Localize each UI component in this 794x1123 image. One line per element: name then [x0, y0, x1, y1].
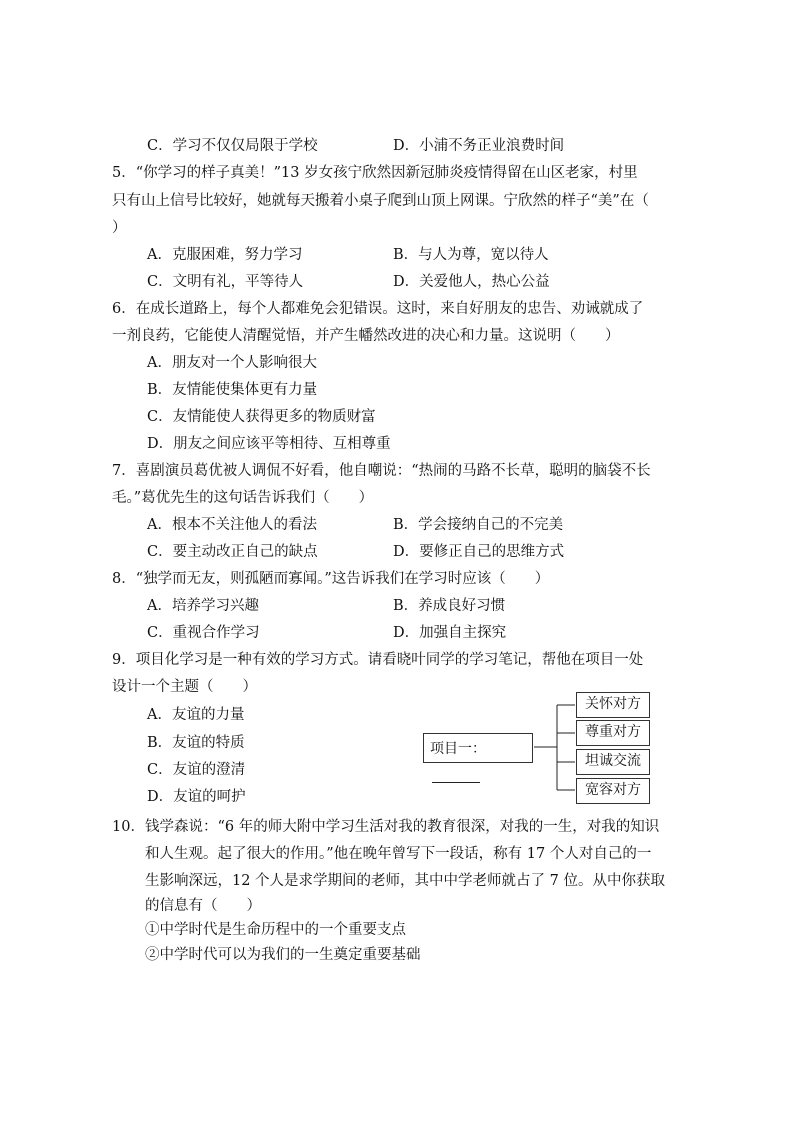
- q9-option-c: C．友谊的澄清: [147, 762, 246, 778]
- q7-option-a: A．根本不关注他人的看法: [147, 517, 317, 533]
- q4-option-d: D．小浦不务正业浪费时间: [393, 138, 565, 154]
- q5-stem-line2: 只有山上信号比较好，她就每天搬着小桌子爬到山顶上网课。宁欣然的样子“美”在（: [112, 193, 649, 209]
- q10-stem-line2: 和人生观。起了很大的作用。”他在晚年曾写下一段话，称有 17 个人对自己的一: [145, 846, 652, 862]
- q4-option-c: C．学习不仅仅局限于学校: [147, 138, 318, 154]
- q5-stem-line1: 5．“你学习的样子真美！”13 岁女孩宁欣然因新冠肺炎疫情得留在山区老家，村里: [112, 165, 638, 181]
- q7-option-d: D．要修正自己的思维方式: [393, 544, 565, 560]
- q8-option-a: A．培养学习兴趣: [147, 598, 259, 614]
- project-one-box: [423, 733, 533, 763]
- q8-stem-line1: 8．“独学而无友，则孤陋而寡闻。”这告诉我们在学习时应该（ ）: [112, 571, 550, 587]
- q6-option-c: C．友情能使人获得更多的物质财富: [147, 409, 376, 425]
- q9-option-a: A．友谊的力量: [147, 707, 245, 723]
- q9-stem-line1: 9．项目化学习是一种有效的学习方式。请看晓叶同学的学习笔记，帮他在项目一处: [112, 652, 644, 668]
- diagram-item-honest: 坦诚交流: [576, 749, 650, 775]
- q7-option-b: B．学会接纳自己的不完美: [393, 517, 564, 533]
- diagram-item-care: 关怀对方: [576, 692, 650, 718]
- q7-option-c: C．要主动改正自己的缺点: [147, 544, 318, 560]
- q5-option-b: B．与人为尊，宽以待人: [393, 247, 549, 263]
- q9-option-d: D．友谊的呵护: [147, 789, 246, 805]
- diagram-item-tolerance: 宽容对方: [576, 778, 650, 804]
- q6-stem-line1: 6．在成长道路上，每个人都难免会犯错误。这时，来自好朋友的忠告、劝诫就成了: [112, 301, 644, 317]
- q6-option-a: A．朋友对一个人影响很大: [147, 355, 317, 371]
- q10-stem-line1: 10．钱学森说：“6 年的师大附中学习生活对我的教育很深，对我的一生，对我的知识: [112, 819, 660, 835]
- q6-stem-line2: 一剂良药，它能使人清醒觉悟，并产生幡然改进的决心和力量。这说明（ ）: [112, 328, 620, 344]
- diagram-item-respect: 尊重对方: [576, 720, 650, 746]
- project-one-blank: [432, 768, 480, 783]
- q5-stem-line3: ）: [112, 220, 127, 236]
- q10-item-2: ②中学时代可以为我们的一生奠定重要基础: [145, 947, 421, 963]
- q10-stem-line4: 的信息有（ ）: [145, 898, 261, 914]
- q6-option-b: B．友情能使集体更有力量: [147, 382, 318, 398]
- q10-stem-line3: 生影响深远，12 个人是求学期间的老师，其中中学老师就占了 7 位。从中你获取: [145, 873, 666, 889]
- q10-item-1: ①中学时代是生命历程中的一个重要支点: [145, 922, 406, 938]
- q5-option-c: C．文明有礼，平等待人: [147, 274, 304, 290]
- q9-stem-line2: 设计一个主题（ ）: [112, 679, 257, 695]
- q9-option-b: B．友谊的特质: [147, 735, 245, 751]
- q5-option-a: A．克服困难，努力学习: [147, 247, 303, 263]
- q8-option-b: B．养成良好习惯: [393, 598, 506, 614]
- q8-option-d: D．加强自主探究: [393, 625, 507, 641]
- q7-stem-line1: 7．喜剧演员葛优被人调侃不好看，他自嘲说：“热闹的马路不长草，聪明的脑袋不长: [112, 463, 651, 479]
- q8-option-c: C．重视合作学习: [147, 625, 260, 641]
- q7-stem-line2: 毛。”葛优先生的这句话告诉我们（ ）: [112, 490, 374, 506]
- project-one-label: 项目一：: [430, 741, 486, 757]
- q5-option-d: D．关爱他人，热心公益: [393, 274, 550, 290]
- q6-option-d: D．朋友之间应该平等相待、互相尊重: [147, 436, 391, 452]
